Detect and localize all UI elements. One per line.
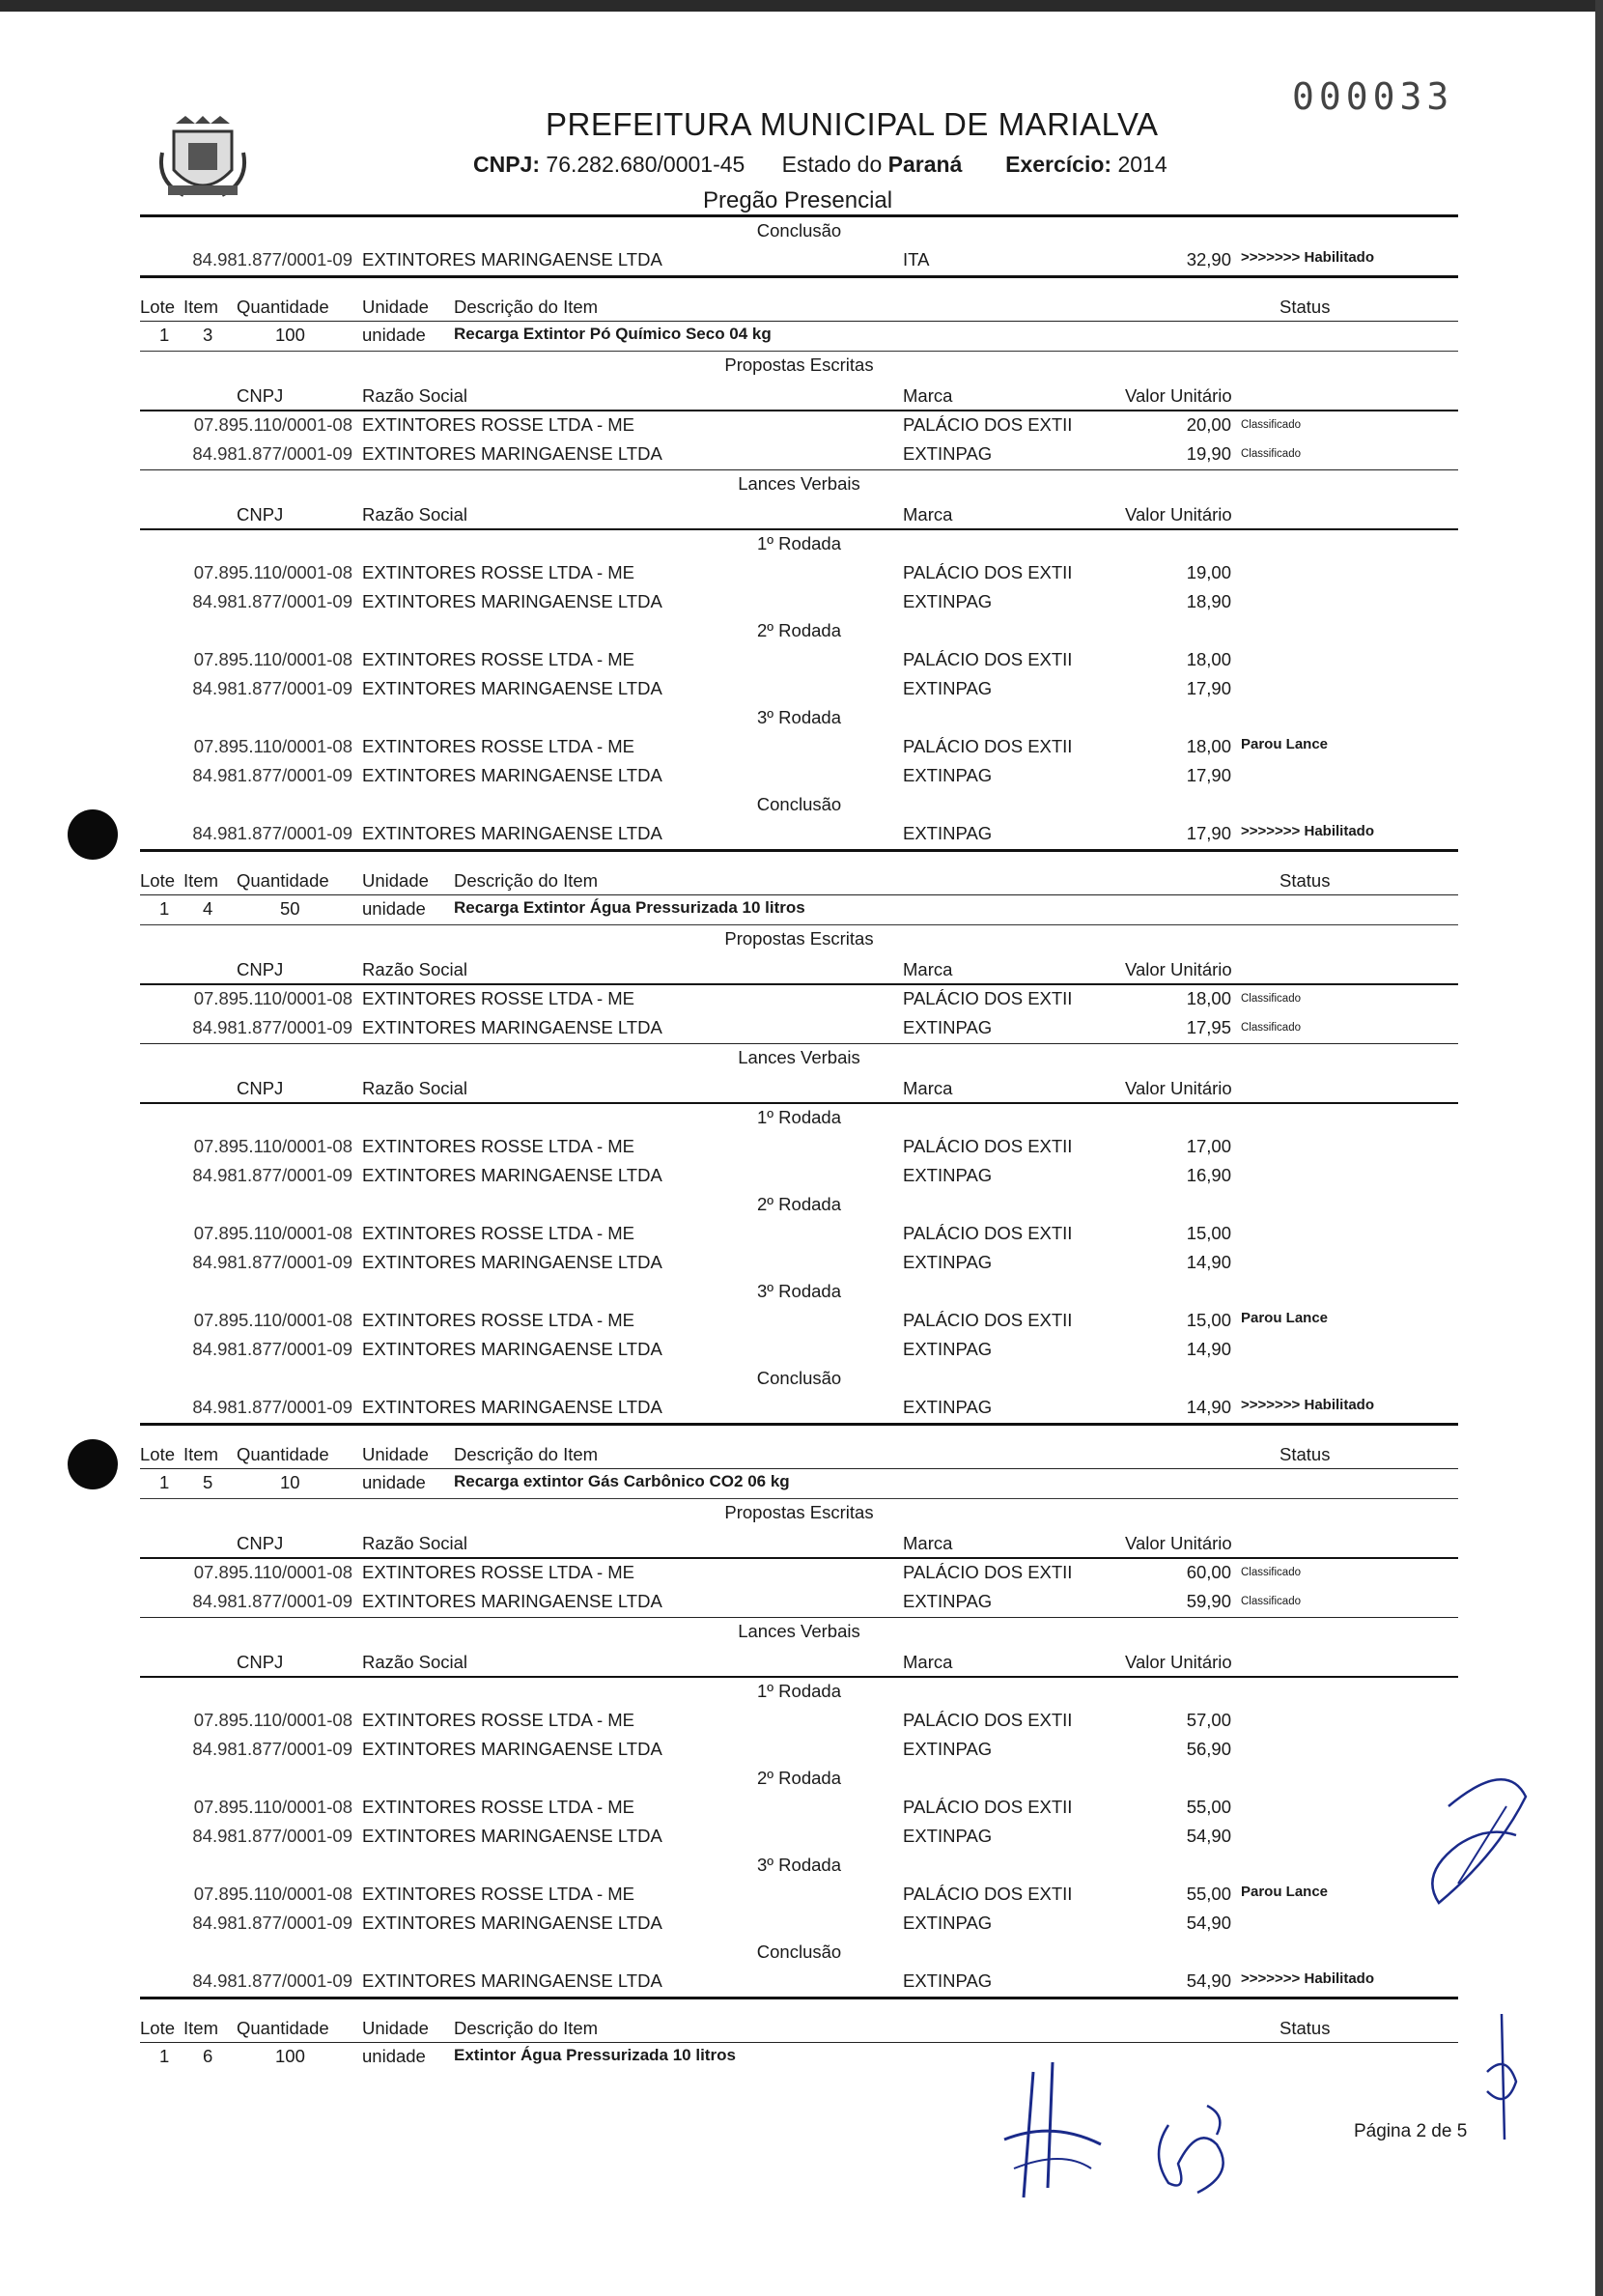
items-rodadas-lances-razao: EXTINTORES MARINGAENSE LTDA bbox=[362, 1165, 662, 1185]
items-rodadas-lances-valor: 17,00 bbox=[1186, 1136, 1231, 1156]
conclusao-label bbox=[140, 1365, 1458, 1394]
items-rodadas-lances-marca: PALÁCIO DOS EXTII bbox=[903, 1223, 1073, 1243]
items-rodadas-lances-cnpj: 07.895.110/0001-08 bbox=[193, 1223, 352, 1243]
labels-valor: Valor Unitário bbox=[1125, 1078, 1232, 1098]
items-lote: 1 bbox=[159, 1472, 170, 1492]
rodada-label bbox=[140, 1765, 1458, 1794]
labels-razao: Razão Social bbox=[362, 1533, 468, 1553]
labels-item: Item bbox=[183, 2018, 218, 2038]
items-lote: 1 bbox=[159, 898, 170, 919]
item-header bbox=[140, 1439, 1458, 1469]
labels-marca: Marca bbox=[903, 504, 953, 524]
items-rodadas-lances-valor: 17,90 bbox=[1186, 678, 1231, 698]
items-rodadas-lances-razao: EXTINTORES MARINGAENSE LTDA bbox=[362, 1913, 662, 1933]
proposta-row bbox=[140, 1559, 1458, 1588]
items-rodadas-lances-razao: EXTINTORES ROSSE LTDA - ME bbox=[362, 1136, 635, 1156]
items-rodadas-lances-valor: 55,00 bbox=[1186, 1884, 1231, 1904]
labels-unidade: Unidade bbox=[362, 1444, 429, 1464]
punch-hole bbox=[68, 1439, 118, 1489]
items-propostas-status: Classificado bbox=[1241, 448, 1301, 460]
items-unidade: unidade bbox=[362, 325, 426, 345]
items-rodadas-lances-marca: EXTINPAG bbox=[903, 1739, 993, 1759]
items-rodadas-lances-razao: EXTINTORES ROSSE LTDA - ME bbox=[362, 649, 635, 669]
items-rodadas-lances-marca: EXTINPAG bbox=[903, 1165, 993, 1185]
labels-valor: Valor Unitário bbox=[1125, 504, 1232, 524]
items-unidade: unidade bbox=[362, 1472, 426, 1492]
items-rodadas-lances-cnpj: 84.981.877/0001-09 bbox=[192, 1913, 352, 1933]
scan-edge-top bbox=[0, 0, 1603, 12]
labels-cnpj: CNPJ bbox=[237, 504, 284, 524]
items-propostas-razao: EXTINTORES MARINGAENSE LTDA bbox=[362, 1017, 662, 1037]
item-block bbox=[140, 865, 1458, 1426]
items-rodadas-label: 3º Rodada bbox=[757, 1855, 841, 1875]
items-propostas-status: Classificado bbox=[1241, 1022, 1301, 1034]
items-conclusao-razao: EXTINTORES MARINGAENSE LTDA bbox=[362, 823, 662, 843]
items-rodadas-lances-razao: EXTINTORES ROSSE LTDA - ME bbox=[362, 1223, 635, 1243]
conclusao-row bbox=[140, 1968, 1458, 1997]
items-rodadas-lances-cnpj: 07.895.110/0001-08 bbox=[193, 1884, 352, 1904]
labels-razao: Razão Social bbox=[362, 504, 468, 524]
rodada-label bbox=[140, 1852, 1458, 1881]
items-rodadas-lances-cnpj: 84.981.877/0001-09 bbox=[192, 1165, 352, 1185]
labels-quantidade: Quantidade bbox=[237, 2018, 329, 2038]
items-rodadas-lances-cnpj: 07.895.110/0001-08 bbox=[193, 1310, 352, 1330]
labels-status: Status bbox=[1280, 297, 1331, 317]
proposta-row bbox=[140, 411, 1458, 440]
lance-row bbox=[140, 1707, 1458, 1736]
labels-descricao: Descrição do Item bbox=[454, 2018, 599, 2038]
lance-row bbox=[140, 1220, 1458, 1249]
labels-item: Item bbox=[183, 870, 218, 891]
items-conclusao-valor: 17,90 bbox=[1186, 823, 1231, 843]
labels-quantidade: Quantidade bbox=[237, 1444, 329, 1464]
labels-status: Status bbox=[1280, 1444, 1331, 1464]
exercicio-label: Exercício: bbox=[1005, 152, 1112, 177]
items-rodadas-lances-marca: PALÁCIO DOS EXTII bbox=[903, 1136, 1073, 1156]
items-conclusao-cnpj: 84.981.877/0001-09 bbox=[192, 1397, 352, 1417]
items-rodadas-lances-cnpj: 07.895.110/0001-08 bbox=[193, 1710, 352, 1730]
items-rodadas-lances-razao: EXTINTORES ROSSE LTDA - ME bbox=[362, 736, 635, 756]
lance-row bbox=[140, 733, 1458, 762]
top-conclusion-row bbox=[140, 246, 1458, 275]
labels-marca: Marca bbox=[903, 385, 953, 406]
labels-valor: Valor Unitário bbox=[1125, 1652, 1232, 1672]
labels-lote: Lote bbox=[140, 2018, 176, 2038]
items-rodadas-lances-razao: EXTINTORES MARINGAENSE LTDA bbox=[362, 678, 662, 698]
items-propostas-valor: 17,95 bbox=[1186, 1017, 1231, 1037]
estado-label: Estado do bbox=[781, 152, 883, 177]
items-rodadas-label: 3º Rodada bbox=[757, 1281, 841, 1301]
labels-propostas: Propostas Escritas bbox=[724, 354, 874, 375]
items-conclusao-marca: EXTINPAG bbox=[903, 1970, 993, 1991]
items-rodadas-lances-valor: 18,00 bbox=[1186, 736, 1231, 756]
items-rodadas-lances-cnpj: 07.895.110/0001-08 bbox=[193, 1136, 352, 1156]
items-rodadas-lances-cnpj: 84.981.877/0001-09 bbox=[192, 1826, 352, 1846]
top-conclusion-label bbox=[140, 217, 1458, 246]
labels-status: Status bbox=[1280, 2018, 1331, 2038]
items-rodadas-lances-razao: EXTINTORES ROSSE LTDA - ME bbox=[362, 562, 635, 582]
labels-quantidade: Quantidade bbox=[237, 870, 329, 891]
item-header bbox=[140, 292, 1458, 322]
items-propostas-valor: 59,90 bbox=[1186, 1591, 1231, 1611]
items-propostas-cnpj: 07.895.110/0001-08 bbox=[193, 1562, 352, 1582]
propostas-header bbox=[140, 954, 1458, 985]
labels-lote: Lote bbox=[140, 870, 176, 891]
items-rodadas-lances-valor: 18,90 bbox=[1186, 591, 1231, 611]
items-rodadas-lances-marca: EXTINPAG bbox=[903, 678, 993, 698]
rodada-label bbox=[140, 704, 1458, 733]
items-conclusao-razao: EXTINTORES MARINGAENSE LTDA bbox=[362, 1397, 662, 1417]
items-rodadas-label: 3º Rodada bbox=[757, 707, 841, 727]
items-rodadas-lances-status: Parou Lance bbox=[1241, 1884, 1329, 1900]
proposta-row bbox=[140, 1014, 1458, 1043]
lances-header bbox=[140, 1647, 1458, 1678]
labels-razao: Razão Social bbox=[362, 959, 468, 979]
page-stamp-number: 000033 bbox=[1292, 75, 1454, 118]
top-conclusion-razao: EXTINTORES MARINGAENSE LTDA bbox=[362, 249, 662, 269]
labels-quantidade: Quantidade bbox=[237, 297, 329, 317]
labels-descricao: Descrição do Item bbox=[454, 1444, 599, 1464]
items-rodadas-lances-valor: 15,00 bbox=[1186, 1310, 1231, 1330]
items-propostas-status: Classificado bbox=[1241, 993, 1301, 1005]
lances-header bbox=[140, 499, 1458, 530]
conclusao-row bbox=[140, 820, 1458, 849]
items-rodadas-lances-valor: 54,90 bbox=[1186, 1913, 1231, 1933]
propostas-label bbox=[140, 352, 1458, 381]
rodada-label bbox=[140, 617, 1458, 646]
labels-propostas: Propostas Escritas bbox=[724, 928, 874, 949]
items-rodadas-label: 1º Rodada bbox=[757, 1107, 841, 1127]
rodada-label bbox=[140, 1104, 1458, 1133]
items-propostas-status: Classificado bbox=[1241, 1596, 1301, 1607]
items-rodadas-lances-razao: EXTINTORES MARINGAENSE LTDA bbox=[362, 1826, 662, 1846]
labels-valor: Valor Unitário bbox=[1125, 1533, 1232, 1553]
items-rodadas-lances-razao: EXTINTORES MARINGAENSE LTDA bbox=[362, 591, 662, 611]
conclusao-row bbox=[140, 1394, 1458, 1423]
items-rodadas-lances-cnpj: 84.981.877/0001-09 bbox=[192, 1252, 352, 1272]
labels-razao: Razão Social bbox=[362, 385, 468, 406]
lance-row bbox=[140, 1162, 1458, 1191]
items-propostas-valor: 18,00 bbox=[1186, 988, 1231, 1008]
items-propostas-razao: EXTINTORES ROSSE LTDA - ME bbox=[362, 1562, 635, 1582]
items-rodadas-lances-valor: 16,90 bbox=[1186, 1165, 1231, 1185]
items-propostas-razao: EXTINTORES MARINGAENSE LTDA bbox=[362, 1591, 662, 1611]
items-item: 5 bbox=[203, 1472, 213, 1492]
items-rodadas-lances-razao: EXTINTORES ROSSE LTDA - ME bbox=[362, 1884, 635, 1904]
labels-unidade: Unidade bbox=[362, 297, 429, 317]
lance-row bbox=[140, 1307, 1458, 1336]
cnpj-value: 76.282.680/0001-45 bbox=[546, 152, 745, 177]
items-rodadas-lances-cnpj: 07.895.110/0001-08 bbox=[193, 1797, 352, 1817]
items-conclusao-status: >>>>>>> Habilitado bbox=[1241, 1970, 1374, 1987]
last-item-item: 6 bbox=[203, 2046, 213, 2066]
proposta-row bbox=[140, 440, 1458, 469]
labels-lote: Lote bbox=[140, 1444, 176, 1464]
items-propostas-valor: 60,00 bbox=[1186, 1562, 1231, 1582]
document-sheet bbox=[140, 214, 1458, 2072]
items-propostas-marca: PALÁCIO DOS EXTII bbox=[903, 988, 1073, 1008]
last-item-quantidade: 100 bbox=[275, 2046, 305, 2066]
items-rodadas-lances-valor: 15,00 bbox=[1186, 1223, 1231, 1243]
items-rodadas-lances-cnpj: 84.981.877/0001-09 bbox=[192, 1339, 352, 1359]
items-rodadas-lances-valor: 56,90 bbox=[1186, 1739, 1231, 1759]
items-rodadas-lances-razao: EXTINTORES MARINGAENSE LTDA bbox=[362, 765, 662, 785]
labels-marca: Marca bbox=[903, 1652, 953, 1672]
propostas-label bbox=[140, 1499, 1458, 1528]
item-header bbox=[140, 2013, 1458, 2043]
items-rodadas-lances-cnpj: 84.981.877/0001-09 bbox=[192, 591, 352, 611]
items-rodadas-label: 2º Rodada bbox=[757, 1768, 841, 1788]
labels-cnpj: CNPJ bbox=[237, 1533, 284, 1553]
items-propostas-razao: EXTINTORES MARINGAENSE LTDA bbox=[362, 443, 662, 464]
items-propostas-cnpj: 84.981.877/0001-09 bbox=[192, 1017, 352, 1037]
labels-marca: Marca bbox=[903, 1078, 953, 1098]
items-conclusao-cnpj: 84.981.877/0001-09 bbox=[192, 823, 352, 843]
items-rodadas-lances-valor: 17,90 bbox=[1186, 765, 1231, 785]
header-subline bbox=[473, 152, 1167, 178]
items-propostas-marca: PALÁCIO DOS EXTII bbox=[903, 414, 1073, 435]
labels-unidade: Unidade bbox=[362, 870, 429, 891]
item-row bbox=[140, 895, 1458, 925]
estado-value: Paraná bbox=[887, 152, 963, 177]
items-rodadas-lances-valor: 14,90 bbox=[1186, 1252, 1231, 1272]
conclusao-label bbox=[140, 791, 1458, 820]
lance-row bbox=[140, 1249, 1458, 1278]
items-propostas-status: Classificado bbox=[1241, 1567, 1301, 1578]
items-quantidade: 100 bbox=[275, 325, 305, 345]
propostas-header bbox=[140, 1528, 1458, 1559]
items-quantidade: 50 bbox=[280, 898, 300, 919]
items-conclusao-razao: EXTINTORES MARINGAENSE LTDA bbox=[362, 1970, 662, 1991]
labels-propostas: Propostas Escritas bbox=[724, 1502, 874, 1522]
items-rodadas-lances-cnpj: 84.981.877/0001-09 bbox=[192, 678, 352, 698]
item-row bbox=[140, 1469, 1458, 1499]
labels-valor: Valor Unitário bbox=[1125, 959, 1232, 979]
items-rodadas-label: 1º Rodada bbox=[757, 533, 841, 553]
items-rodadas-lances-cnpj: 84.981.877/0001-09 bbox=[192, 765, 352, 785]
items-conclusao-status: >>>>>>> Habilitado bbox=[1241, 1397, 1374, 1413]
items-rodadas-lances-status: Parou Lance bbox=[1241, 736, 1329, 752]
signature-bottom-left bbox=[995, 2053, 1111, 2207]
signature-bottom-center bbox=[1149, 2096, 1246, 2202]
item-header bbox=[140, 865, 1458, 895]
rodada-label bbox=[140, 1278, 1458, 1307]
lances-label bbox=[140, 1618, 1458, 1647]
rodada-label bbox=[140, 530, 1458, 559]
labels-lances: Lances Verbais bbox=[738, 1047, 860, 1067]
labels-descricao: Descrição do Item bbox=[454, 870, 599, 891]
lance-row bbox=[140, 1823, 1458, 1852]
items-rodadas-lances-marca: PALÁCIO DOS EXTII bbox=[903, 1710, 1073, 1730]
lances-label bbox=[140, 1044, 1458, 1073]
lance-row bbox=[140, 1336, 1458, 1365]
items-rodadas-lances-marca: PALÁCIO DOS EXTII bbox=[903, 736, 1073, 756]
last-item-lote: 1 bbox=[159, 2046, 170, 2066]
labels-razao: Razão Social bbox=[362, 1652, 468, 1672]
labels-cnpj: CNPJ bbox=[237, 1078, 284, 1098]
propostas-header bbox=[140, 381, 1458, 411]
items-propostas-cnpj: 84.981.877/0001-09 bbox=[192, 443, 352, 464]
page-title: PREFEITURA MUNICIPAL DE MARIALVA bbox=[546, 106, 1159, 142]
items-conclusao-marca: EXTINPAG bbox=[903, 1397, 993, 1417]
labels-descricao: Descrição do Item bbox=[454, 297, 599, 317]
items-unidade: unidade bbox=[362, 898, 426, 919]
items-conclusao-valor: 54,90 bbox=[1186, 1970, 1231, 1991]
items-descricao: Recarga Extintor Água Pressurizada 10 litros bbox=[454, 898, 805, 917]
labels-valor: Valor Unitário bbox=[1125, 385, 1232, 406]
signature-margin bbox=[1477, 2014, 1526, 2149]
items-rodadas-lances-valor: 14,90 bbox=[1186, 1339, 1231, 1359]
items-rodadas-lances-marca: PALÁCIO DOS EXTII bbox=[903, 562, 1073, 582]
items-rodadas-lances-razao: EXTINTORES MARINGAENSE LTDA bbox=[362, 1739, 662, 1759]
lance-row bbox=[140, 1910, 1458, 1939]
items-rodadas-lances-razao: EXTINTORES ROSSE LTDA - ME bbox=[362, 1310, 635, 1330]
lance-row bbox=[140, 1881, 1458, 1910]
lances-label bbox=[140, 470, 1458, 499]
scan-edge-right bbox=[1595, 0, 1603, 2296]
items-item: 3 bbox=[203, 325, 213, 345]
item-row bbox=[140, 322, 1458, 352]
items-propostas-cnpj: 84.981.877/0001-09 bbox=[192, 1591, 352, 1611]
items-rodadas-lances-marca: EXTINPAG bbox=[903, 1339, 993, 1359]
items-lote: 1 bbox=[159, 325, 170, 345]
lance-row bbox=[140, 1133, 1458, 1162]
labels-item: Item bbox=[183, 1444, 218, 1464]
top-conclusion-label: Conclusão bbox=[756, 220, 842, 241]
municipal-crest-icon bbox=[155, 114, 251, 203]
items-descricao: Recarga Extintor Pó Químico Seco 04 kg bbox=[454, 325, 772, 343]
items-rodadas-lances-razao: EXTINTORES ROSSE LTDA - ME bbox=[362, 1710, 635, 1730]
labels-lances: Lances Verbais bbox=[738, 473, 860, 494]
labels-razao: Razão Social bbox=[362, 1078, 468, 1098]
items-rodadas-lances-valor: 19,00 bbox=[1186, 562, 1231, 582]
labels-cnpj: CNPJ bbox=[237, 385, 284, 406]
items-rodadas-label: 2º Rodada bbox=[757, 1194, 841, 1214]
items-propostas-marca: EXTINPAG bbox=[903, 1591, 993, 1611]
items-rodadas-lances-cnpj: 84.981.877/0001-09 bbox=[192, 1739, 352, 1759]
lance-row bbox=[140, 1736, 1458, 1765]
modalidade: Pregão Presencial bbox=[703, 187, 893, 213]
items-propostas-cnpj: 07.895.110/0001-08 bbox=[193, 988, 352, 1008]
items-propostas-razao: EXTINTORES ROSSE LTDA - ME bbox=[362, 988, 635, 1008]
items-rodadas-lances-cnpj: 07.895.110/0001-08 bbox=[193, 736, 352, 756]
items-conclusao-marca: EXTINPAG bbox=[903, 823, 993, 843]
item-block bbox=[140, 1439, 1458, 1999]
labels-unidade: Unidade bbox=[362, 2018, 429, 2038]
propostas-label bbox=[140, 925, 1458, 954]
lances-header bbox=[140, 1073, 1458, 1104]
lance-row bbox=[140, 1794, 1458, 1823]
items-rodadas-lances-marca: PALÁCIO DOS EXTII bbox=[903, 1884, 1073, 1904]
labels-cnpj: CNPJ bbox=[237, 1652, 284, 1672]
items-rodadas-lances-marca: EXTINPAG bbox=[903, 765, 993, 785]
rodada-label bbox=[140, 1678, 1458, 1707]
items-rodadas-lances-razao: EXTINTORES MARINGAENSE LTDA bbox=[362, 1252, 662, 1272]
items-rodadas-label: 1º Rodada bbox=[757, 1681, 841, 1701]
top-conclusion-cnpj: 84.981.877/0001-09 bbox=[192, 249, 352, 269]
proposta-row bbox=[140, 1588, 1458, 1617]
punch-hole bbox=[68, 809, 118, 860]
proposta-row bbox=[140, 985, 1458, 1014]
items-rodadas-lances-marca: PALÁCIO DOS EXTII bbox=[903, 1310, 1073, 1330]
item-row bbox=[140, 2043, 1458, 2072]
conclusao-label bbox=[140, 1939, 1458, 1968]
items-rodadas-lances-valor: 55,00 bbox=[1186, 1797, 1231, 1817]
labels-conclusao: Conclusão bbox=[756, 1368, 842, 1388]
last-item-unidade: unidade bbox=[362, 2046, 426, 2066]
items-rodadas-lances-valor: 54,90 bbox=[1186, 1826, 1231, 1846]
labels-lote: Lote bbox=[140, 297, 176, 317]
top-conclusion-valor: 32,90 bbox=[1186, 249, 1231, 269]
items-rodadas-lances-marca: PALÁCIO DOS EXTII bbox=[903, 1797, 1073, 1817]
labels-lances: Lances Verbais bbox=[738, 1621, 860, 1641]
labels-item: Item bbox=[183, 297, 218, 317]
signature-right bbox=[1420, 1768, 1535, 1913]
items-rodadas-lances-marca: EXTINPAG bbox=[903, 591, 993, 611]
rodada-label bbox=[140, 1191, 1458, 1220]
items-propostas-status: Classificado bbox=[1241, 419, 1301, 431]
labels-conclusao: Conclusão bbox=[756, 794, 842, 814]
items-rodadas-lances-valor: 57,00 bbox=[1186, 1710, 1231, 1730]
items-rodadas-lances-razao: EXTINTORES MARINGAENSE LTDA bbox=[362, 1339, 662, 1359]
items-conclusao-status: >>>>>>> Habilitado bbox=[1241, 823, 1374, 839]
items-propostas-marca: EXTINPAG bbox=[903, 1017, 993, 1037]
items-conclusao-cnpj: 84.981.877/0001-09 bbox=[192, 1970, 352, 1991]
last-item-descricao: Extintor Água Pressurizada 10 litros bbox=[454, 2046, 736, 2064]
labels-conclusao: Conclusão bbox=[756, 1942, 842, 1962]
items-quantidade: 10 bbox=[280, 1472, 300, 1492]
labels-marca: Marca bbox=[903, 959, 953, 979]
labels-marca: Marca bbox=[903, 1533, 953, 1553]
top-conclusion-marca: ITA bbox=[903, 249, 930, 269]
lance-row bbox=[140, 588, 1458, 617]
items-rodadas-lances-cnpj: 07.895.110/0001-08 bbox=[193, 649, 352, 669]
lance-row bbox=[140, 559, 1458, 588]
items-rodadas-lances-marca: EXTINPAG bbox=[903, 1913, 993, 1933]
item-block bbox=[140, 2013, 1458, 2072]
top-conclusion-status: >>>>>>> Habilitado bbox=[1241, 249, 1374, 266]
items-rodadas-lances-marca: EXTINPAG bbox=[903, 1826, 993, 1846]
lance-row bbox=[140, 675, 1458, 704]
lance-row bbox=[140, 762, 1458, 791]
items-propostas-cnpj: 07.895.110/0001-08 bbox=[193, 414, 352, 435]
items-item: 4 bbox=[203, 898, 213, 919]
items-rodadas-lances-marca: PALÁCIO DOS EXTII bbox=[903, 649, 1073, 669]
items-rodadas-lances-status: Parou Lance bbox=[1241, 1310, 1329, 1326]
items-propostas-valor: 19,90 bbox=[1186, 443, 1231, 464]
item-block bbox=[140, 292, 1458, 852]
items-rodadas-lances-marca: EXTINPAG bbox=[903, 1252, 993, 1272]
items-rodadas-lances-cnpj: 07.895.110/0001-08 bbox=[193, 562, 352, 582]
cnpj-label: CNPJ: bbox=[473, 152, 541, 177]
items-conclusao-valor: 14,90 bbox=[1186, 1397, 1231, 1417]
items-rodadas-lances-valor: 18,00 bbox=[1186, 649, 1231, 669]
items-rodadas-label: 2º Rodada bbox=[757, 620, 841, 640]
labels-cnpj: CNPJ bbox=[237, 959, 284, 979]
items-descricao: Recarga extintor Gás Carbônico CO2 06 kg bbox=[454, 1472, 790, 1490]
items-propostas-marca: PALÁCIO DOS EXTII bbox=[903, 1562, 1073, 1582]
exercicio-value: 2014 bbox=[1117, 152, 1167, 177]
items-propostas-valor: 20,00 bbox=[1186, 414, 1231, 435]
lance-row bbox=[140, 646, 1458, 675]
page-number: Página 2 de 5 bbox=[1354, 2121, 1468, 2141]
labels-status: Status bbox=[1280, 870, 1331, 891]
items-rodadas-lances-razao: EXTINTORES ROSSE LTDA - ME bbox=[362, 1797, 635, 1817]
items-propostas-marca: EXTINPAG bbox=[903, 443, 993, 464]
items-propostas-razao: EXTINTORES ROSSE LTDA - ME bbox=[362, 414, 635, 435]
